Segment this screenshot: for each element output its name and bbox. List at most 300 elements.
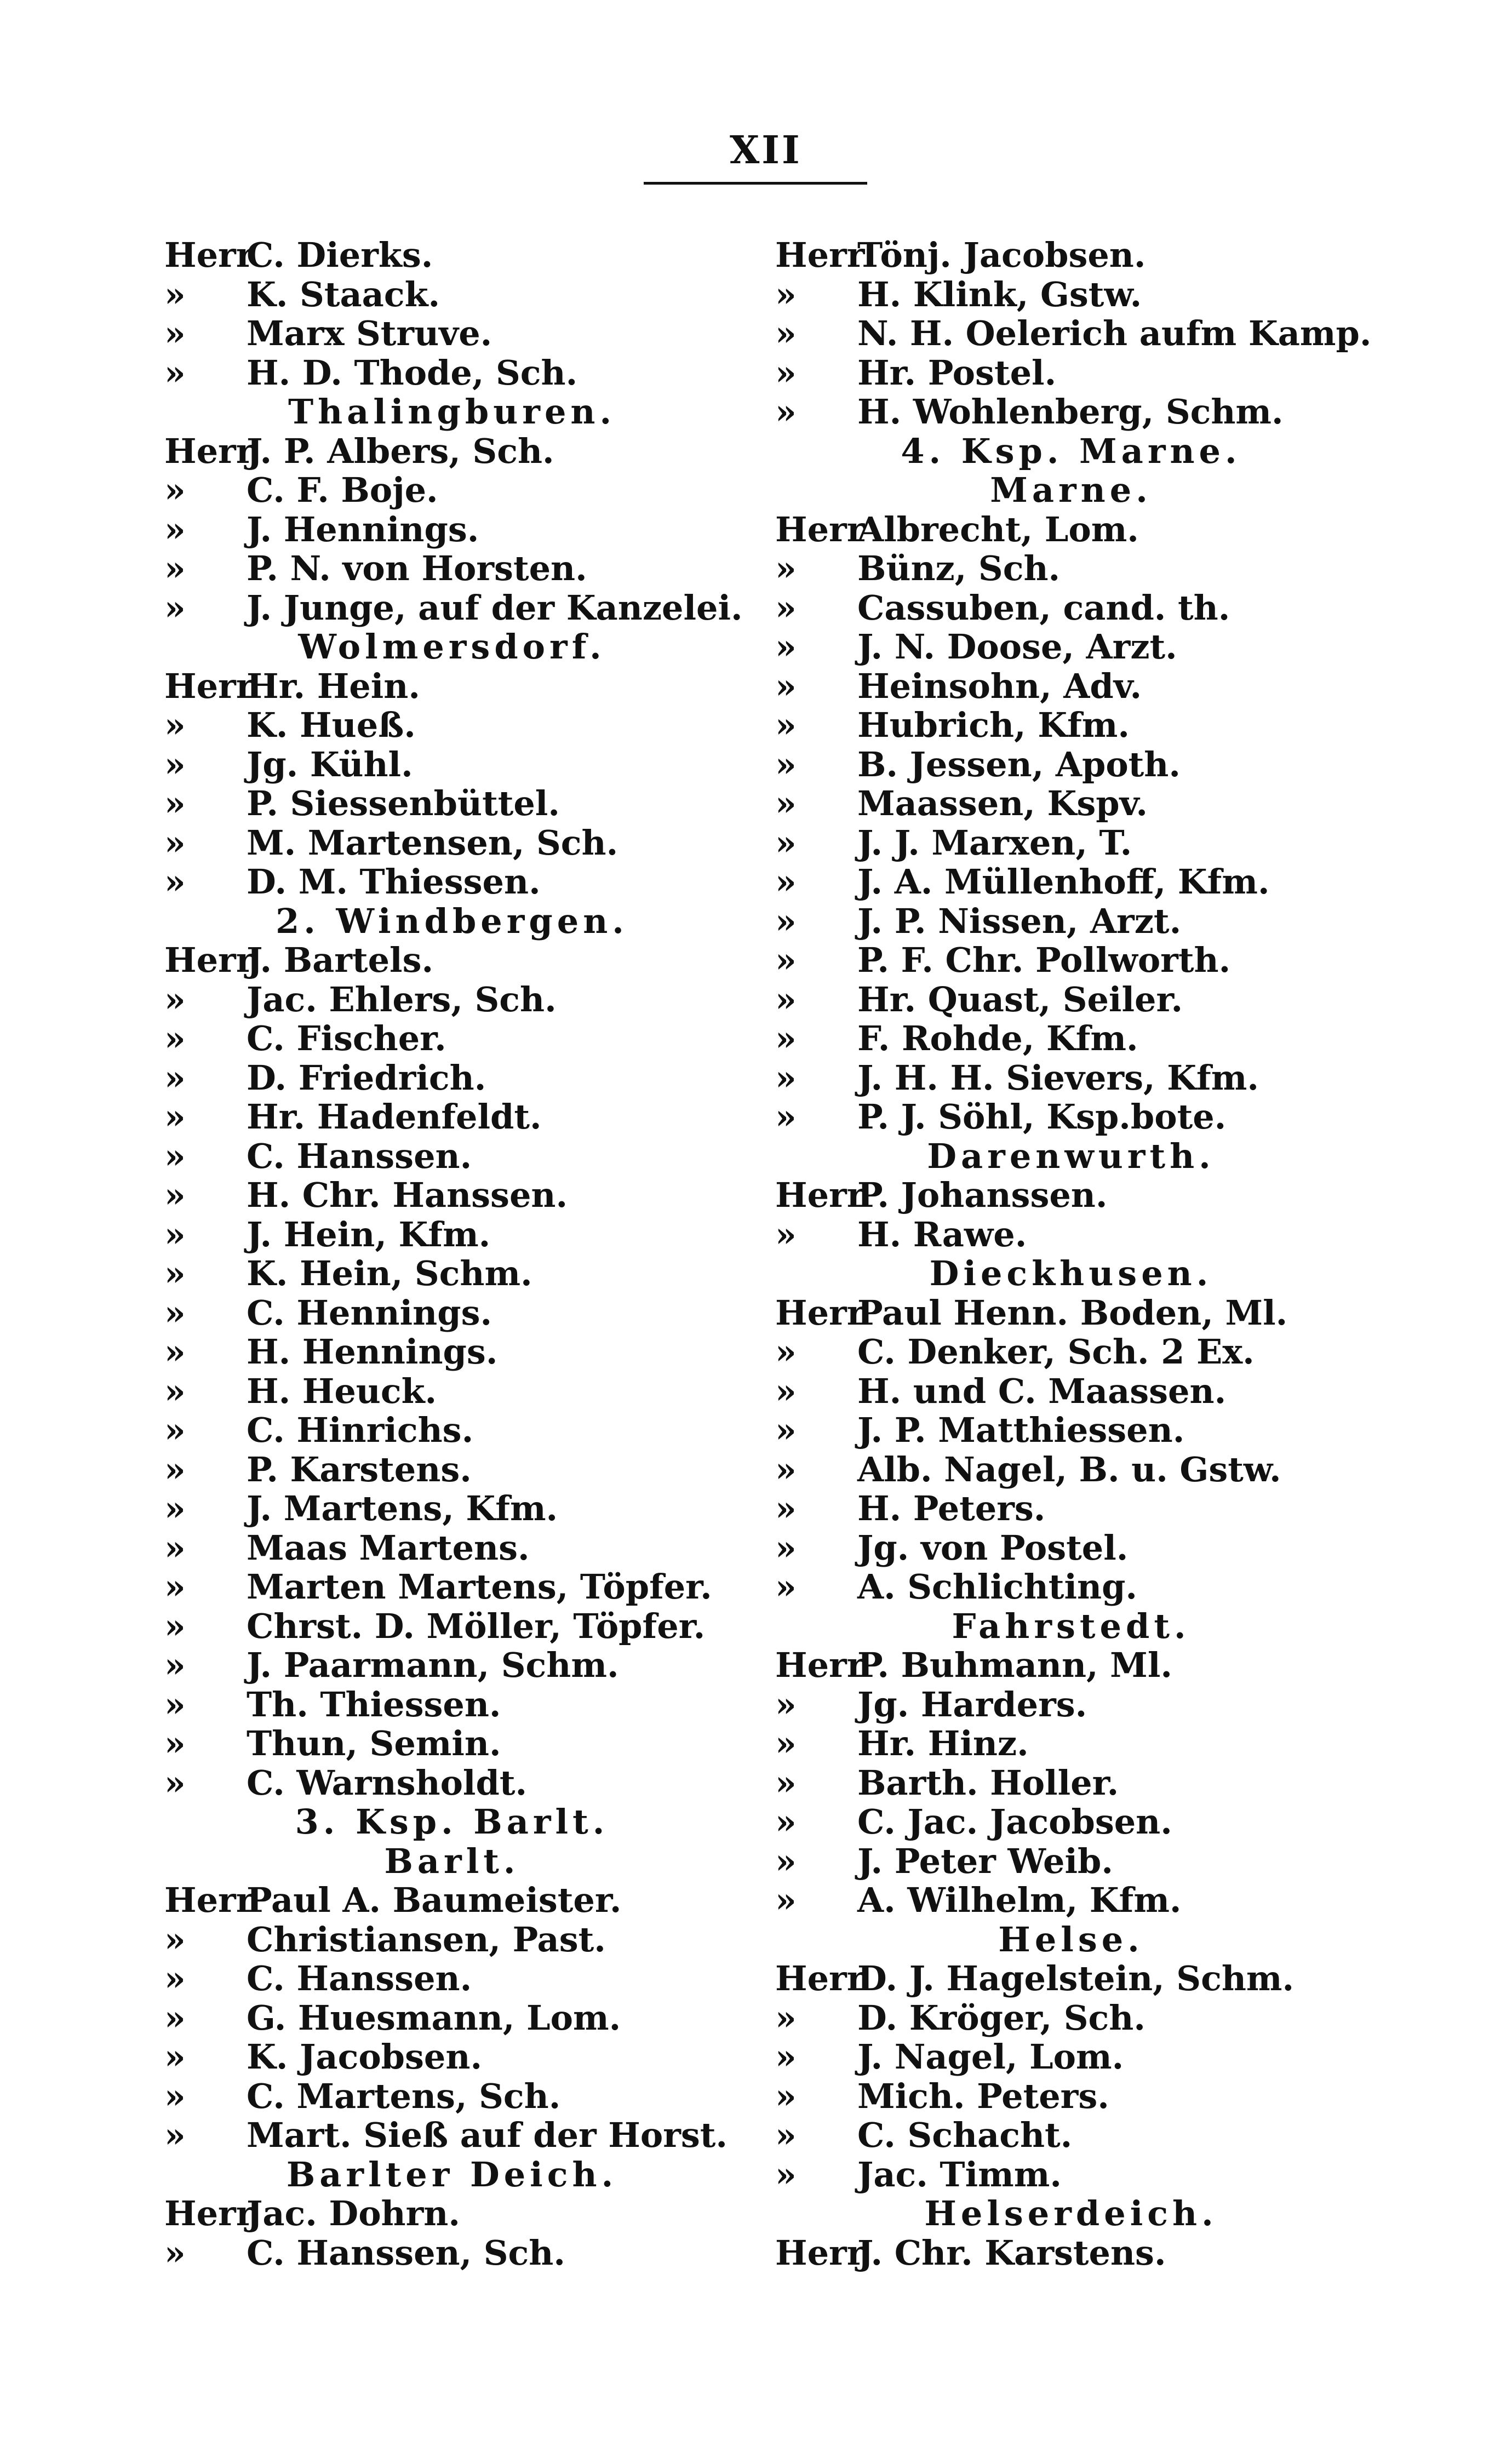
entry-prefix: » [164, 1684, 186, 1725]
entry-name: Jg. Kühl. [247, 744, 413, 784]
entry-prefix: » [775, 1762, 797, 1803]
entry-prefix: » [775, 587, 797, 628]
entry-name: J. P. Matthiessen. [857, 1410, 1185, 1450]
subscriber-entry [164, 1058, 740, 1098]
entry-prefix: » [775, 783, 797, 823]
entry-prefix: Herr [775, 1958, 865, 1998]
entry-prefix: » [775, 274, 797, 314]
entry-prefix: » [775, 979, 797, 1019]
entry-prefix: » [164, 2232, 186, 2273]
subscriber-entry [164, 2233, 740, 2273]
entry-name: K. Staack. [247, 274, 440, 314]
entry-prefix: » [164, 1645, 186, 1685]
entry-name: J. P. Nissen, Arzt. [857, 901, 1182, 941]
entry-name: J. Peter Weib. [857, 1841, 1113, 1881]
entry-prefix: » [775, 2037, 797, 2077]
section-heading [164, 1802, 740, 1842]
subscriber-entry [775, 353, 1367, 393]
subscriber-entry [164, 314, 740, 353]
entry-name: H. Klink, Gstw. [857, 274, 1142, 314]
subscriber-entry [164, 2116, 740, 2155]
entry-prefix: » [164, 822, 186, 863]
entry-name: Hubrich, Kfm. [857, 705, 1130, 745]
entry-name: Hr. Hinz. [857, 1723, 1029, 1763]
entry-prefix: » [164, 1018, 186, 1058]
entry-name: P. J. Söhl, Ksp.bote. [857, 1097, 1227, 1137]
header-rule [644, 182, 867, 185]
entry-prefix: » [164, 274, 186, 314]
subscriber-entry [775, 1802, 1367, 1842]
subscriber-entry [775, 1489, 1367, 1528]
subscriber-entry [775, 1450, 1367, 1489]
entry-prefix: » [164, 1253, 186, 1293]
entry-name: H. Hennings. [247, 1332, 498, 1372]
subscriber-entry [164, 1019, 740, 1058]
subscriber-entry [775, 745, 1367, 784]
entry-prefix: » [164, 1371, 186, 1411]
entry-prefix: » [775, 1410, 797, 1450]
entry-prefix: » [775, 2115, 797, 2155]
entry-prefix: » [775, 1018, 797, 1058]
entry-prefix: » [164, 1527, 186, 1568]
subscriber-entry [775, 1019, 1367, 1058]
entry-prefix: » [164, 1175, 186, 1215]
subscriber-entry [164, 1724, 740, 1763]
entry-name: H. Wohlenberg, Schm. [857, 392, 1284, 432]
section-heading-text: Darenwurth. [927, 1136, 1215, 1176]
subscriber-entry [775, 275, 1367, 314]
entry-name: H. und C. Maassen. [857, 1371, 1227, 1411]
subscriber-entry [164, 1215, 740, 1254]
entry-name: Jac. Timm. [857, 2154, 1062, 2195]
left-column [164, 235, 743, 2273]
subscriber-entry [775, 549, 1367, 588]
entry-prefix: Herr [164, 940, 254, 980]
entry-name: Jac. Ehlers, Sch. [247, 979, 557, 1019]
entry-name: C. Fischer. [247, 1018, 446, 1058]
entry-name: Thun, Semin. [247, 1723, 501, 1763]
entry-prefix: » [775, 1057, 797, 1098]
entry-prefix: » [775, 1684, 797, 1725]
subscriber-entry [164, 2037, 740, 2077]
entry-name: P. Buhmann, Ml. [857, 1645, 1172, 1685]
subscriber-entry [775, 706, 1367, 745]
entry-name: D. Kröger, Sch. [857, 1997, 1146, 2038]
entry-prefix: » [164, 1136, 186, 1176]
subscriber-entry [775, 2037, 1367, 2077]
subscriber-entry [775, 236, 1367, 275]
subscriber-entry [164, 706, 740, 745]
entry-prefix: » [775, 1880, 797, 1920]
subscriber-entry [164, 745, 740, 784]
entry-prefix: » [164, 1292, 186, 1333]
subscriber-entry [164, 1763, 740, 1803]
entry-name: J. Nagel, Lom. [857, 2037, 1124, 2077]
subscriber-entry [164, 1998, 740, 2038]
entry-name: A. Wilhelm, Kfm. [857, 1880, 1182, 1920]
subscriber-entry [775, 823, 1367, 863]
entry-prefix: » [164, 1057, 186, 1098]
entry-prefix: » [775, 1214, 797, 1254]
entry-name: N. H. Oelerich aufm Kamp. [857, 313, 1372, 353]
section-heading-text: Fahrstedt. [952, 1606, 1190, 1646]
subscriber-entry [775, 1215, 1367, 1254]
subscriber-entry [164, 1881, 740, 1920]
entry-prefix: » [164, 2115, 186, 2155]
entry-name: H. Peters. [857, 1488, 1046, 1528]
subscriber-entry [164, 1372, 740, 1411]
subscriber-entry [775, 392, 1367, 432]
entry-name: C. Hinrichs. [247, 1410, 474, 1450]
subscriber-entry [164, 1411, 740, 1450]
subscriber-entry [775, 1058, 1367, 1098]
subscriber-entry [164, 1567, 740, 1607]
section-heading-text: 3. Ksp. Barlt. [295, 1802, 609, 1842]
entry-name: J. Bartels. [247, 940, 434, 980]
entry-prefix: » [775, 1449, 797, 1489]
entry-name: P. F. Chr. Pollworth. [857, 940, 1231, 980]
section-heading [775, 1137, 1367, 1176]
section-heading-text: Wolmersdorf. [298, 627, 606, 667]
entry-name: K. Jacobsen. [247, 2037, 483, 2077]
entry-prefix: » [775, 1488, 797, 1528]
entry-name: Jac. Dohrn. [247, 2193, 460, 2233]
subscriber-entry [164, 1137, 740, 1176]
entry-name: J. N. Doose, Arzt. [857, 627, 1177, 667]
subscriber-entry [164, 1685, 740, 1725]
entry-prefix: Herr [164, 1880, 254, 1920]
entry-prefix: » [164, 1332, 186, 1372]
entry-name: J. Hennings. [247, 509, 479, 549]
entry-prefix: Herr [164, 2193, 254, 2233]
entry-name: P. N. von Horsten. [247, 548, 587, 588]
entry-prefix: » [775, 1841, 797, 1881]
entry-name: H. Heuck. [247, 1371, 437, 1411]
subscriber-entry [775, 1646, 1367, 1685]
right-column [775, 235, 1372, 2273]
subscriber-entry [775, 2233, 1367, 2273]
entry-prefix: » [775, 1802, 797, 1842]
subscriber-entry [775, 1567, 1367, 1607]
entry-name: D. M. Thiessen. [247, 862, 541, 902]
entry-prefix: » [164, 705, 186, 745]
entry-name: C. Hanssen. [247, 1136, 472, 1176]
entry-prefix: » [164, 587, 186, 628]
subscriber-entry [775, 941, 1367, 980]
entry-name: J. Paarmann, Schm. [247, 1645, 619, 1685]
entry-prefix: » [775, 705, 797, 745]
entry-prefix: » [164, 1958, 186, 1998]
entry-prefix: » [164, 470, 186, 510]
entry-prefix: » [164, 2037, 186, 2077]
entry-name: J. Hein, Kfm. [247, 1214, 491, 1254]
subscriber-entry [775, 1176, 1367, 1215]
section-heading [164, 1842, 740, 1881]
entry-prefix: » [164, 1214, 186, 1254]
entry-prefix: » [164, 352, 186, 393]
entry-name: Albrecht, Lom. [857, 509, 1139, 549]
subscriber-entry [775, 510, 1367, 549]
entry-prefix: Herr [164, 431, 254, 471]
entry-name: Marx Struve. [247, 313, 492, 353]
entry-prefix: » [164, 1997, 186, 2038]
entry-prefix: » [164, 1723, 186, 1763]
entry-name: J. P. Albers, Sch. [247, 431, 554, 471]
entry-prefix: » [164, 1488, 186, 1528]
subscriber-entry [775, 1097, 1367, 1137]
entry-prefix: » [775, 744, 797, 784]
subscriber-entry [164, 1959, 740, 1998]
entry-prefix: Herr [164, 666, 254, 706]
entry-prefix: Herr [775, 509, 865, 549]
entry-name: C. Martens, Sch. [247, 2076, 561, 2116]
entry-name: Heinsohn, Adv. [857, 666, 1142, 706]
subscriber-entry [164, 2194, 740, 2233]
subscriber-entry [164, 941, 740, 980]
entry-name: H. D. Thode, Sch. [247, 352, 578, 393]
entry-name: P. Karstens. [247, 1449, 472, 1489]
entry-prefix: Herr [775, 1175, 865, 1215]
entry-prefix: » [775, 627, 797, 667]
entry-prefix: » [775, 1097, 797, 1137]
entry-prefix: » [164, 1567, 186, 1607]
entry-name: H. Chr. Hanssen. [247, 1175, 568, 1215]
entry-name: C. Jac. Jacobsen. [857, 1802, 1172, 1842]
subscriber-entry [775, 2077, 1367, 2116]
entry-name: K. Hueß. [247, 705, 416, 745]
subscriber-entry [775, 1724, 1367, 1763]
entry-name: Chrst. D. Möller, Töpfer. [247, 1606, 706, 1646]
entry-prefix: Herr [775, 235, 865, 275]
subscriber-entry [775, 1293, 1367, 1333]
entry-name: D. J. Hagelstein, Schm. [857, 1958, 1295, 1998]
entry-name: C. Hanssen, Sch. [247, 2232, 565, 2273]
section-heading [164, 2155, 740, 2195]
entry-prefix: » [775, 1527, 797, 1568]
section-heading [775, 1607, 1367, 1646]
entry-prefix: » [164, 1097, 186, 1137]
subscriber-entry [775, 2116, 1367, 2155]
subscriber-entry [164, 353, 740, 393]
entry-name: H. Rawe. [857, 1214, 1027, 1254]
section-heading [775, 432, 1367, 471]
entry-prefix: Herr [164, 235, 254, 275]
entry-prefix: » [775, 901, 797, 941]
section-heading-text: Thalingburen. [288, 392, 616, 432]
subscriber-entry [164, 1332, 740, 1372]
entry-prefix: » [164, 1410, 186, 1450]
subscriber-entry [775, 1411, 1367, 1450]
entry-name: C. Dierks. [247, 235, 433, 275]
entry-prefix: » [164, 2076, 186, 2116]
entry-prefix: » [164, 509, 186, 549]
subscriber-entry [775, 1881, 1367, 1920]
subscriber-entry [775, 2155, 1367, 2195]
entry-prefix: » [775, 1332, 797, 1372]
subscriber-entry [164, 2077, 740, 2116]
entry-prefix: » [164, 979, 186, 1019]
entry-prefix: » [775, 313, 797, 353]
subscriber-entry [775, 1763, 1367, 1803]
subscriber-entry [164, 432, 740, 471]
subscriber-entry [164, 980, 740, 1019]
subscriber-entry [164, 1646, 740, 1685]
entry-prefix: » [775, 352, 797, 393]
subscriber-entry [164, 275, 740, 314]
entry-prefix: » [164, 313, 186, 353]
entry-name: C. Schacht. [857, 2115, 1073, 2155]
entry-name: Mart. Sieß auf der Horst. [247, 2115, 728, 2155]
subscriber-entry [775, 588, 1367, 628]
subscriber-entry [775, 862, 1367, 902]
entry-name: Maassen, Kspv. [857, 783, 1148, 823]
entry-prefix: » [164, 744, 186, 784]
subscriber-entry [775, 1528, 1367, 1568]
entry-name: A. Schlichting. [857, 1567, 1138, 1607]
entry-name: Paul A. Baumeister. [247, 1880, 622, 1920]
entry-prefix: » [775, 2076, 797, 2116]
entry-name: J. Chr. Karstens. [857, 2232, 1166, 2273]
entry-prefix: » [775, 666, 797, 706]
subscriber-entry [164, 471, 740, 510]
subscriber-entry [775, 1685, 1367, 1725]
entry-name: Tönj. Jacobsen. [857, 235, 1146, 275]
entry-name: F. Rohde, Kfm. [857, 1018, 1138, 1058]
entry-prefix: Herr [775, 2232, 865, 2273]
subscriber-entry [775, 980, 1367, 1019]
entry-name: G. Huesmann, Lom. [247, 1997, 621, 2038]
entry-name: B. Jessen, Apoth. [857, 744, 1181, 784]
entry-prefix: » [164, 1919, 186, 1960]
entry-prefix: » [164, 1762, 186, 1803]
subscriber-entry [775, 1998, 1367, 2038]
entry-prefix: » [775, 862, 797, 902]
subscriber-entry [164, 1528, 740, 1568]
entry-name: C. Denker, Sch. 2 Ex. [857, 1332, 1255, 1372]
subscriber-entry [775, 667, 1367, 706]
entry-name: Hr. Quast, Seiler. [857, 979, 1183, 1019]
entry-name: Hr. Hein. [247, 666, 420, 706]
entry-prefix: » [775, 392, 797, 432]
subscriber-entry [164, 1176, 740, 1215]
entry-prefix: » [775, 1997, 797, 2038]
subscriber-entry [164, 1489, 740, 1528]
entry-name: Christiansen, Past. [247, 1919, 606, 1960]
subscriber-entry [164, 784, 740, 823]
subscriber-entry [164, 1607, 740, 1646]
subscriber-entry [164, 1450, 740, 1489]
page-number: XII [730, 127, 802, 173]
entry-prefix: » [775, 2154, 797, 2195]
subscriber-entry [164, 862, 740, 902]
entry-name: J. A. Müllenhoff, Kfm. [857, 862, 1270, 902]
section-heading [164, 627, 740, 667]
subscriber-entry [775, 313, 1372, 353]
entry-name: Jg. Harders. [857, 1684, 1087, 1725]
subscriber-entry [164, 510, 740, 549]
subscriber-entry [164, 1293, 740, 1333]
subscriber-entry [775, 627, 1367, 667]
entry-name: P. Siessenbüttel. [247, 783, 560, 823]
entry-name: M. Martensen, Sch. [247, 822, 618, 863]
section-heading [164, 902, 740, 941]
entry-prefix: » [164, 783, 186, 823]
subscriber-entry [775, 784, 1367, 823]
section-heading [775, 471, 1367, 510]
entry-name: J. Junge, auf der Kanzelei. [247, 587, 743, 628]
subscriber-entry [164, 1254, 740, 1293]
entry-prefix: » [775, 548, 797, 588]
entry-name: Hr. Hadenfeldt. [247, 1097, 542, 1137]
section-heading [775, 1920, 1367, 1960]
entry-name: Bünz, Sch. [857, 548, 1061, 588]
entry-prefix: » [775, 1723, 797, 1763]
entry-name: C. F. Boje. [247, 470, 438, 510]
entry-name: C. Hennings. [247, 1292, 492, 1333]
entry-name: D. Friedrich. [247, 1057, 486, 1098]
entry-name: J. H. H. Sievers, Kfm. [857, 1057, 1259, 1098]
entry-name: Marten Martens, Töpfer. [247, 1567, 712, 1607]
section-heading-text: Marne. [990, 470, 1152, 510]
subscriber-entry [775, 1842, 1367, 1881]
entry-name: Hr. Postel. [857, 352, 1057, 393]
subscriber-entry [164, 549, 740, 588]
entry-name: Jg. von Postel. [857, 1527, 1129, 1568]
entry-name: Mich. Peters. [857, 2076, 1109, 2116]
section-heading-text: Helserdeich. [924, 2193, 1218, 2233]
subscriber-entry [164, 823, 740, 863]
section-heading [775, 2194, 1367, 2233]
entry-prefix: » [775, 1567, 797, 1607]
entry-prefix: » [164, 862, 186, 902]
entry-prefix: Herr [775, 1292, 865, 1333]
subscriber-entry [164, 667, 740, 706]
entry-prefix: Herr [775, 1645, 865, 1685]
entry-name: C. Hanssen. [247, 1958, 472, 1998]
section-heading [164, 392, 740, 432]
entry-prefix: » [164, 548, 186, 588]
section-heading-text: 2. Windbergen. [276, 901, 628, 941]
entry-name: Paul Henn. Boden, Ml. [857, 1292, 1288, 1333]
entry-name: Cassuben, cand. th. [857, 587, 1230, 628]
section-heading-text: Barlter Deich. [286, 2154, 618, 2195]
entry-name: J. Martens, Kfm. [247, 1488, 558, 1528]
section-heading-text: Barlt. [384, 1841, 520, 1881]
subscriber-entry [164, 236, 740, 275]
entry-name: P. Johanssen. [857, 1175, 1108, 1215]
entry-name: Th. Thiessen. [247, 1684, 501, 1725]
entry-prefix: » [164, 1606, 186, 1646]
entry-prefix: » [775, 940, 797, 980]
section-heading [775, 1254, 1367, 1293]
entry-prefix: » [775, 1371, 797, 1411]
subscriber-entry [164, 1920, 740, 1960]
entry-name: C. Warnsholdt. [247, 1762, 528, 1803]
entry-name: Barth. Holler. [857, 1762, 1119, 1803]
subscriber-entry [775, 902, 1367, 941]
entry-prefix: » [775, 822, 797, 863]
entry-name: J. J. Marxen, T. [857, 822, 1132, 863]
section-heading-text: Dieckhusen. [929, 1253, 1213, 1293]
entry-name: Alb. Nagel, B. u. Gstw. [857, 1449, 1281, 1489]
subscriber-entry [775, 1332, 1367, 1372]
subscriber-entry [775, 1372, 1367, 1411]
subscriber-entry [164, 1097, 740, 1137]
entry-name: Maas Martens. [247, 1527, 530, 1568]
subscriber-entry [164, 587, 743, 628]
subscriber-entry [775, 1959, 1367, 1998]
entry-name: K. Hein, Schm. [247, 1253, 532, 1293]
